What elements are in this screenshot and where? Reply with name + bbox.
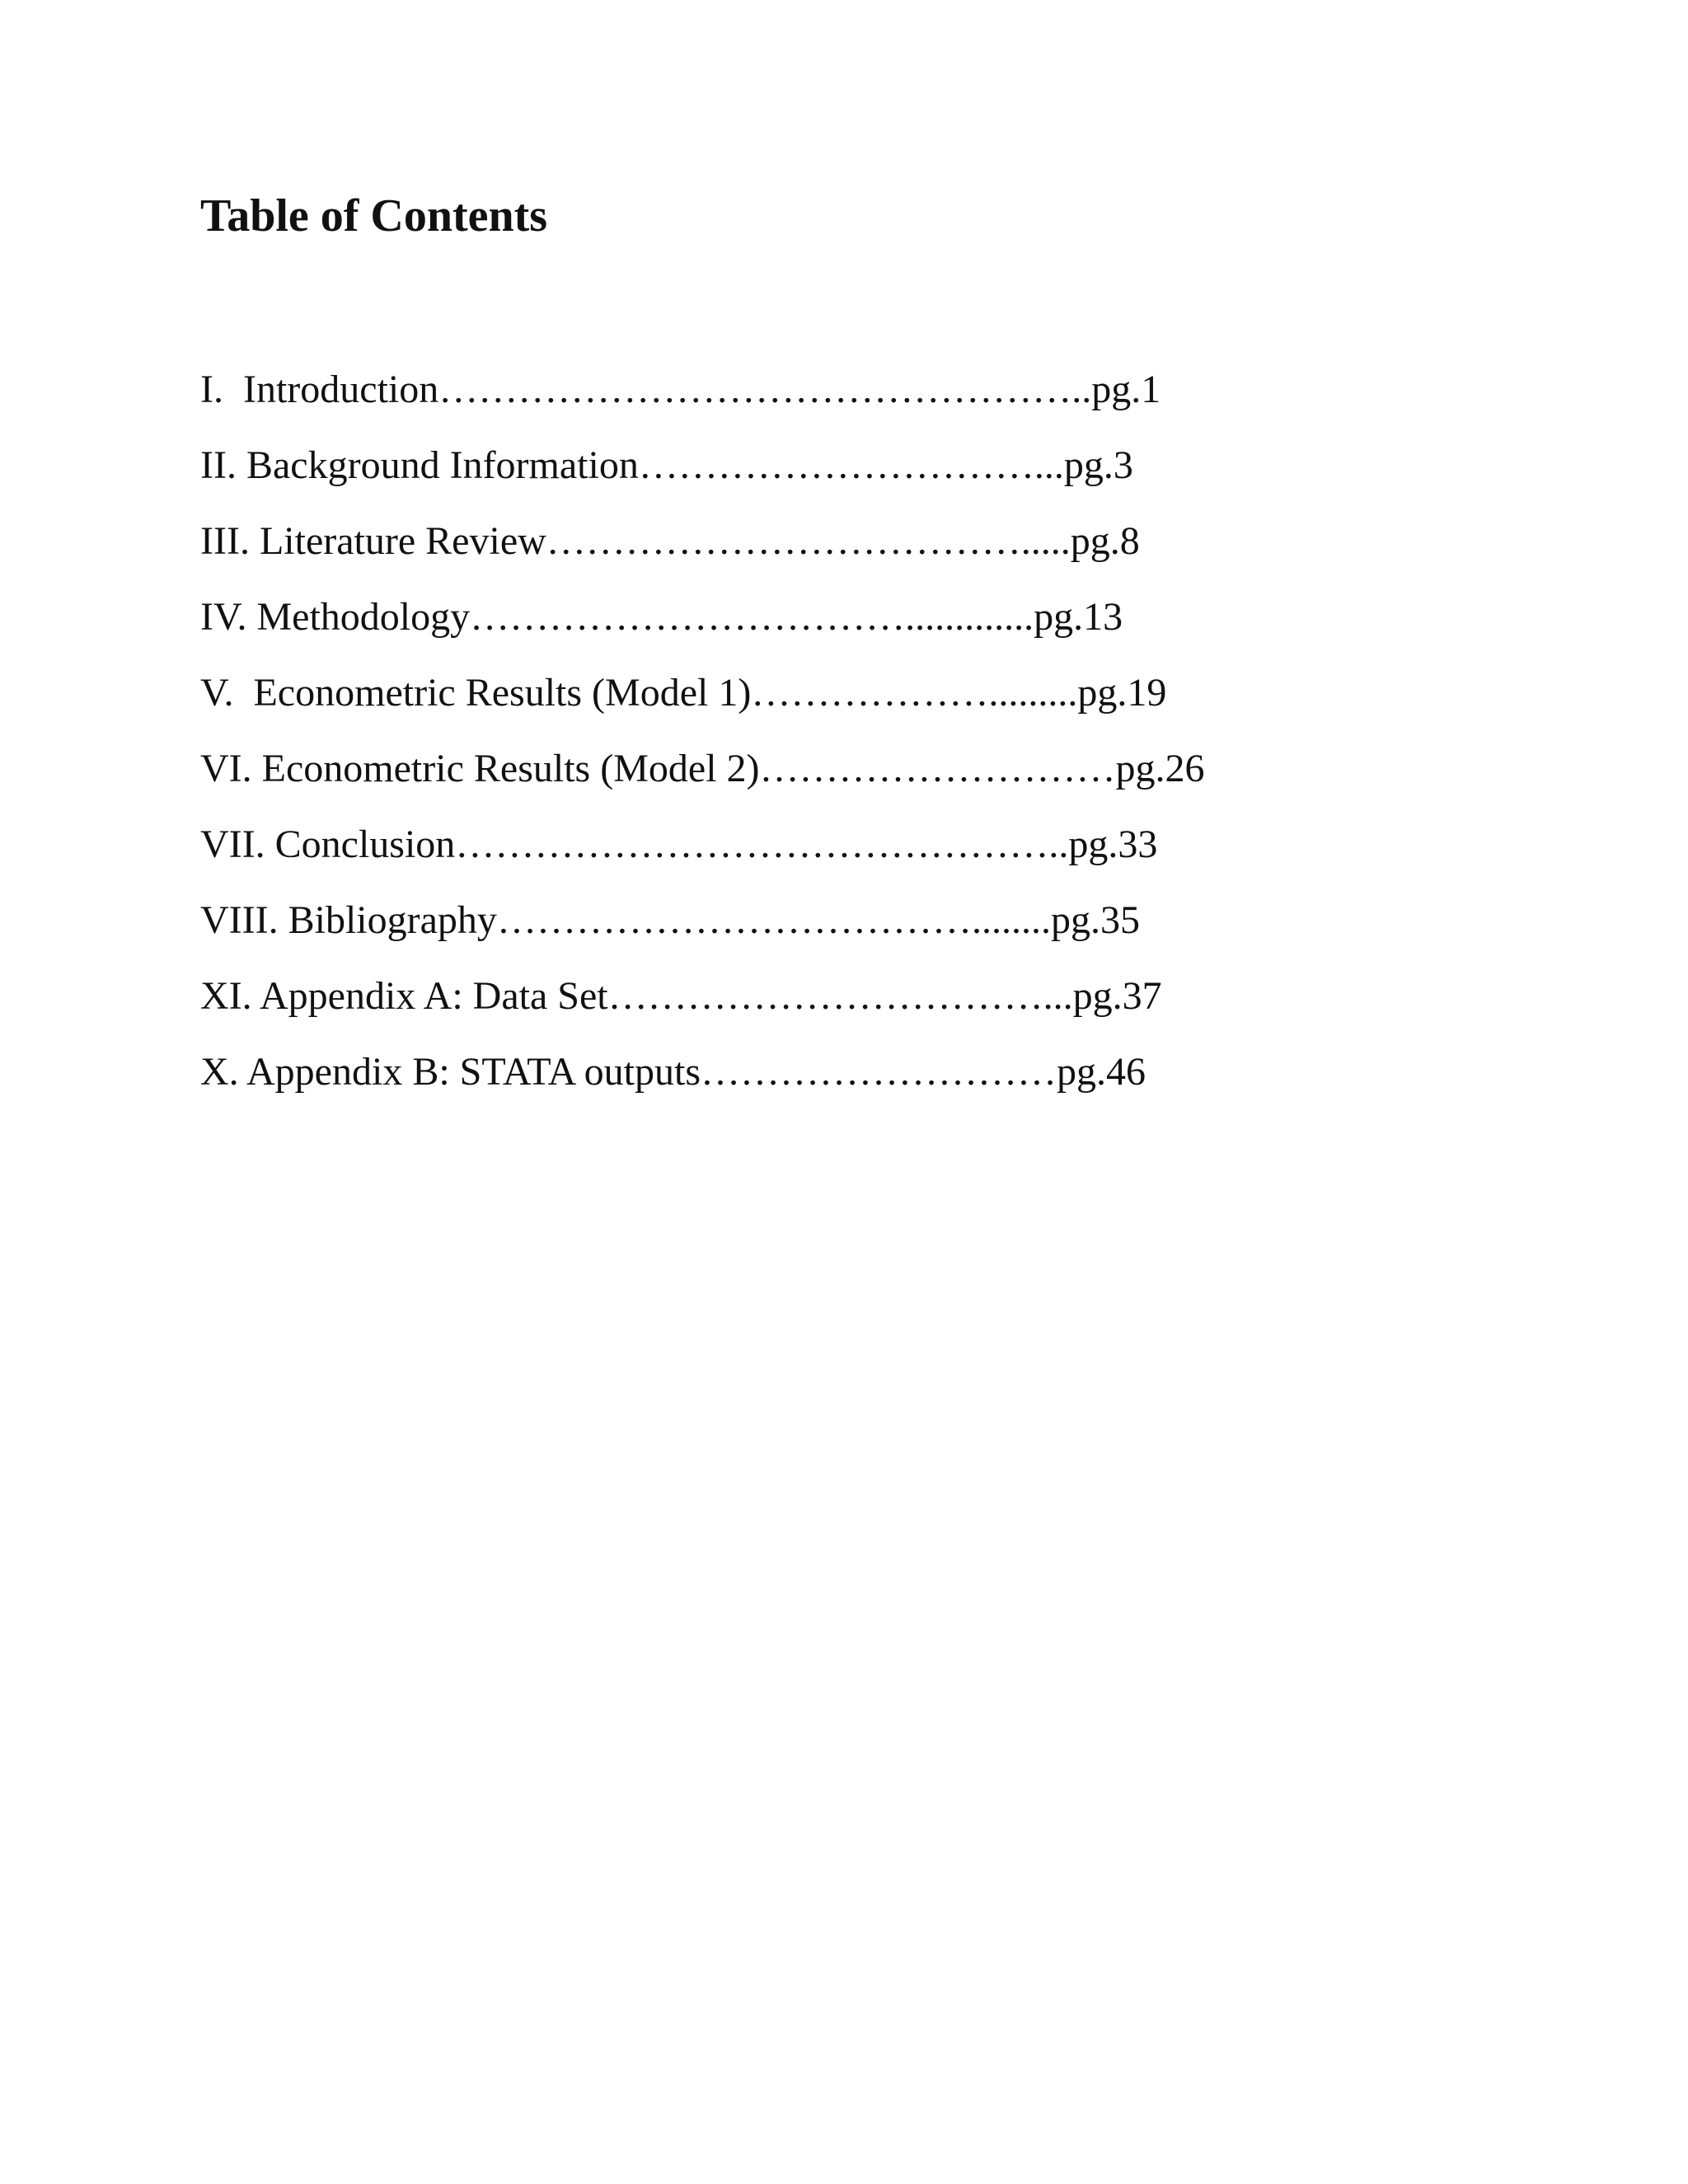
- toc-entry-leader: ……………………………...: [607, 974, 1073, 1018]
- toc-entry-bibliography: [200, 893, 1205, 969]
- toc-entry-label: V. Econometric Results (Model 1): [200, 671, 752, 715]
- toc-entry-leader: ………………………: [701, 1050, 1057, 1094]
- toc-entry-leader: ………………………………........: [496, 898, 1051, 942]
- toc-entry-label: VI. Econometric Results (Model 2): [200, 747, 760, 790]
- toc-entry-label: IV. Methodology: [200, 595, 471, 639]
- toc-entry-appendix-b: [200, 1045, 1205, 1121]
- toc-entry-page: pg.8: [1070, 519, 1140, 563]
- toc-entry-conclusion: [200, 818, 1205, 893]
- page-title: Table of Contents: [200, 190, 548, 241]
- toc-entry-page: pg.13: [1034, 595, 1123, 639]
- toc-entry-label: VII. Conclusion: [200, 823, 456, 866]
- toc-entry-label: III. Literature Review: [200, 519, 546, 563]
- toc-entry-page: pg.33: [1068, 823, 1158, 866]
- toc-entry-literature-review: [200, 514, 1205, 590]
- toc-entry-background-information: [200, 438, 1205, 514]
- toc-entry-label: VIII. Bibliography: [200, 898, 497, 942]
- toc-entry-page: pg.1: [1091, 368, 1161, 411]
- toc-entry-introduction: [200, 363, 1205, 438]
- toc-entry-label: XI. Appendix A: Data Set: [200, 974, 608, 1018]
- toc-entry-label: I. Introduction: [200, 368, 439, 411]
- toc-entry-page: pg.46: [1057, 1050, 1146, 1094]
- toc-entry-leader: ……………………………….....: [546, 519, 1071, 563]
- toc-entry-methodology: [200, 590, 1205, 666]
- toc-entry-page: pg.35: [1050, 898, 1140, 942]
- toc-entry-leader: …………………………...: [638, 443, 1064, 487]
- toc-entry-econometric-results-model-1: [200, 666, 1205, 742]
- toc-entry-page: pg.37: [1072, 974, 1162, 1018]
- toc-list: [200, 363, 1205, 1121]
- toc-entry-leader: …………………………….............: [470, 595, 1034, 639]
- toc-entry-leader: …………………………………………..: [438, 368, 1092, 411]
- toc-entry-page: pg.26: [1115, 747, 1205, 790]
- toc-entry-econometric-results-model-2: [200, 742, 1205, 818]
- toc-entry-label: II. Background Information: [200, 443, 639, 487]
- toc-entry-page: pg.3: [1063, 443, 1133, 487]
- toc-entry-leader: ………………………: [759, 747, 1116, 790]
- toc-entry-leader: ………………………………………..: [455, 823, 1069, 866]
- toc-entry-label: X. Appendix B: STATA outputs: [200, 1050, 701, 1094]
- toc-entry-appendix-a: [200, 969, 1205, 1045]
- toc-entry-leader: ……………….........: [751, 671, 1078, 715]
- toc-entry-page: pg.19: [1077, 671, 1167, 715]
